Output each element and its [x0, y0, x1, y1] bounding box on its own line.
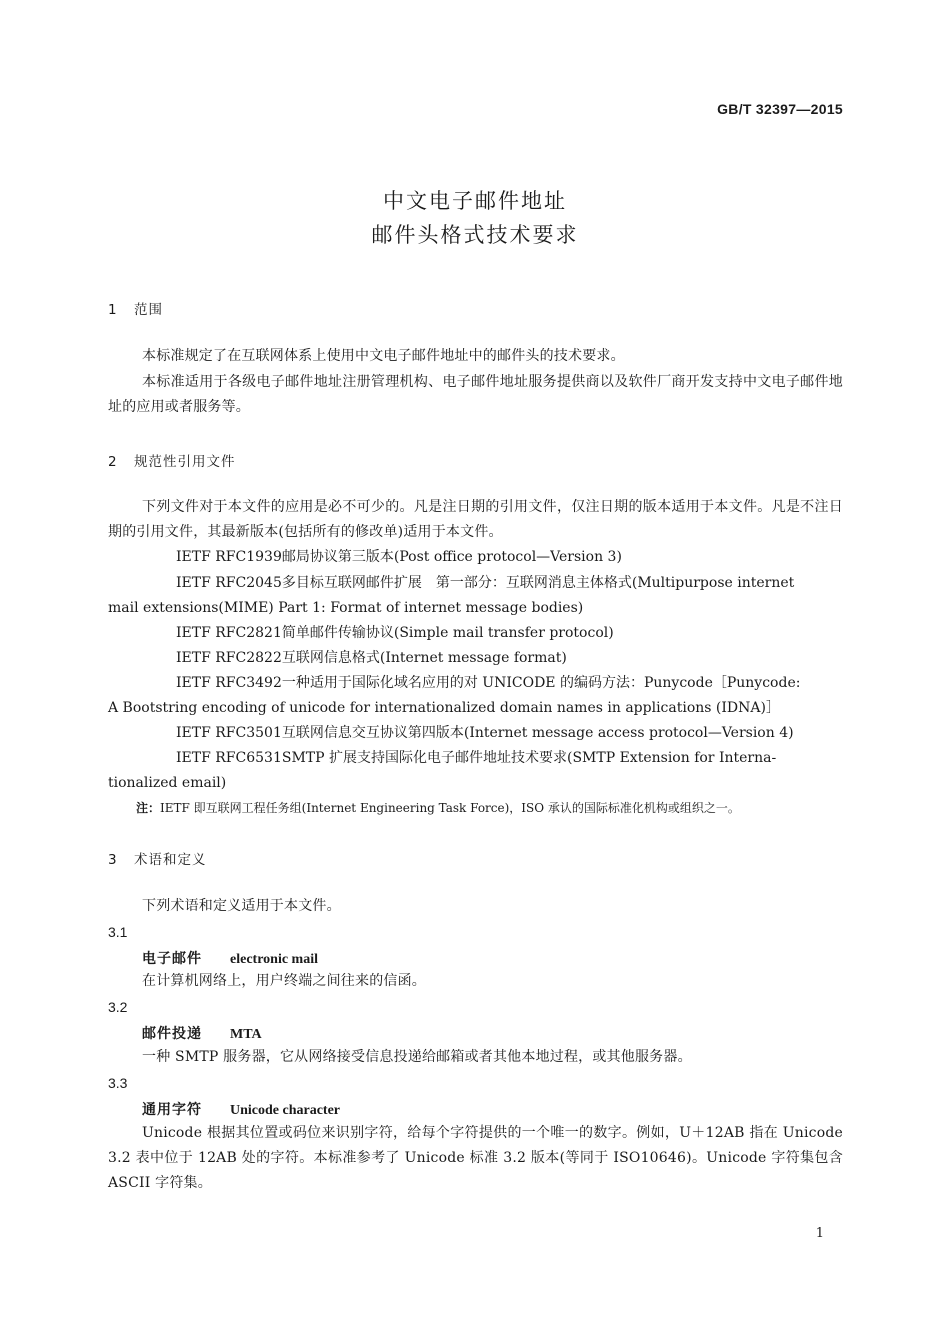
term-english: MTA: [230, 1027, 262, 1042]
reference-note: [136, 798, 740, 818]
term-number: 3.3: [108, 1075, 128, 1091]
document-title-line2: 邮件头格式技术要求: [371, 223, 579, 247]
term-definition: Unicode 根据其位置或码位来识别字符，给每个字符提供的一个唯一的数字。例如，U＋12AB 指在 Unicode 3.2 表中位于 12AB 处的字符。本标准参考了 Unicode 标准 3.2 版本(等同于 ISO10646)。Unicode 字符集包含 ASCII 字符集。: [108, 1125, 843, 1191]
standard-number: GB/T 32397—2015: [717, 101, 843, 117]
section-2-heading: [108, 450, 236, 470]
section-number: 1: [108, 302, 118, 318]
reference-continuation: mail extensions(MIME) Part 1: Format of internet message bodies): [108, 600, 584, 616]
section-number: 3: [108, 852, 118, 868]
term-heading: [142, 948, 318, 968]
term-number: 3.2: [108, 999, 128, 1015]
reference-item: [108, 646, 843, 671]
reference-code: IETF RFC2821: [176, 625, 282, 641]
reference-continuation: tionalized email): [108, 775, 227, 791]
reference-title: 邮局协议第三版本(Post office protocol—Version 3): [281, 549, 622, 565]
reference-continuation: A Bootstring encoding of unicode for internationalized domain names in applications (IDNA)］: [108, 700, 780, 716]
scope-paragraph-2: 本标准适用于各级电子邮件地址注册管理机构、电子邮件地址服务提供商以及软件厂商开发支持中文电子邮件地址的应用或者服务等。: [108, 374, 843, 415]
note-text: IETF 即互联网工程任务组(Internet Engineering Task Force)，ISO 承认的国际标准化机构或组织之一。: [160, 801, 740, 815]
document-title-line1: 中文电子邮件地址: [383, 189, 567, 213]
reference-title: 互联网信息格式(Internet message format): [281, 650, 567, 666]
scope-paragraph-1: 本标准规定了在互联网体系上使用中文电子邮件地址中的邮件头的技术要求。: [142, 348, 625, 364]
reference-code: IETF RFC3492: [176, 675, 282, 691]
reference-code: IETF RFC2822: [176, 650, 282, 666]
refs-intro-paragraph: 下列文件对于本文件的应用是必不可少的。凡是注日期的引用文件，仅注日期的版本适用于本文件。凡是不注日期的引用文件，其最新版本(包括所有的修改单)适用于本文件。: [108, 499, 843, 540]
reference-title: 一种适用于国际化域名应用的对 UNICODE 的编码方法：Punycode［Punycode:: [281, 675, 801, 691]
section-1-heading: [108, 298, 163, 318]
reference-title: SMTP 扩展支持国际化电子邮件地址技术要求(SMTP Extension for Interna-: [281, 750, 777, 766]
reference-item: [108, 721, 843, 746]
term-definition: 在计算机网络上，用户终端之间往来的信函。: [142, 973, 426, 989]
reference-code: IETF RFC6531: [176, 750, 282, 766]
term-number: 3.1: [108, 924, 128, 940]
term-chinese: 电子邮件: [142, 951, 202, 967]
reference-item: [108, 571, 843, 596]
reference-code: IETF RFC1939: [176, 549, 282, 565]
term-chinese: 邮件投递: [142, 1026, 202, 1042]
reference-item: [108, 671, 843, 696]
section-title: 范围: [134, 302, 163, 318]
term-heading: [142, 1099, 340, 1119]
reference-title: 多目标互联网邮件扩展 第一部分：互联网消息主体格式(Multipurpose internet: [281, 575, 795, 591]
term-definition: 一种 SMTP 服务器，它从网络接受信息投递给邮箱或者其他本地过程，或其他服务器。: [142, 1049, 692, 1065]
reference-item: [108, 621, 843, 646]
term-heading: [142, 1023, 262, 1043]
reference-code: IETF RFC2045: [176, 575, 282, 591]
section-number: 2: [108, 454, 118, 470]
section-title: 规范性引用文件: [134, 454, 236, 470]
section-title: 术语和定义: [134, 852, 207, 868]
reference-code: IETF RFC3501: [176, 725, 282, 741]
reference-item: [108, 545, 843, 570]
reference-item: [108, 746, 843, 771]
note-label: 注：: [136, 801, 161, 815]
term-english: Unicode character: [230, 1103, 341, 1118]
reference-title: 简单邮件传输协议(Simple mail transfer protocol): [281, 625, 614, 641]
reference-title: 互联网信息交互协议第四版本(Internet message access protocol—Version 4): [281, 725, 794, 741]
term-english: electronic mail: [230, 952, 318, 967]
term-chinese: 通用字符: [142, 1102, 202, 1118]
section-3-heading: [108, 848, 207, 868]
page-number: 1: [815, 1226, 824, 1241]
terms-intro-paragraph: 下列术语和定义适用于本文件。: [142, 898, 341, 914]
